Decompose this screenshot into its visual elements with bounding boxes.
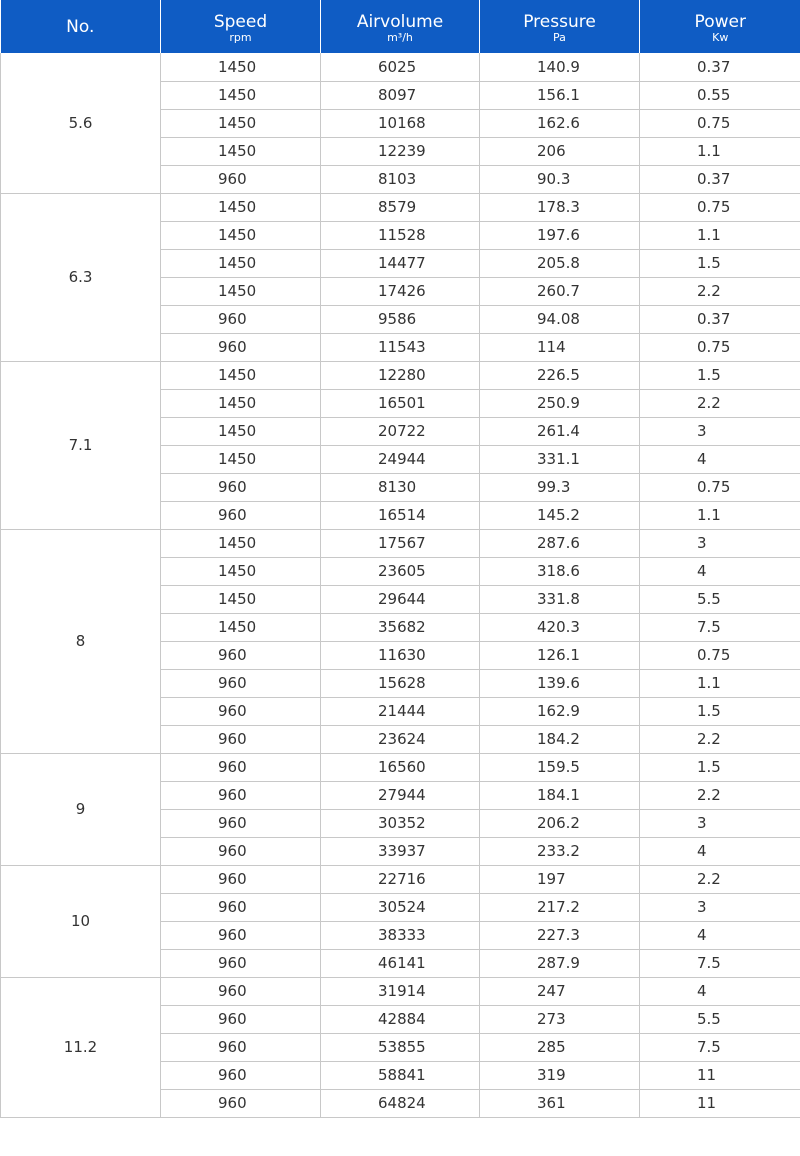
airvolume-cell: 20722: [321, 417, 480, 445]
speed-cell: 1450: [161, 417, 321, 445]
airvolume-cell: 12280: [321, 361, 480, 389]
airvolume-cell: 38333: [321, 921, 480, 949]
pressure-cell: 205.8: [480, 249, 640, 277]
airvolume-cell: 8103: [321, 165, 480, 193]
table-row: [1, 193, 800, 221]
header-power-unit: Kw: [712, 31, 729, 44]
power-cell: 0.75: [640, 473, 800, 501]
airvolume-cell: 8130: [321, 473, 480, 501]
pressure-cell: 178.3: [480, 193, 640, 221]
power-cell: 4: [640, 921, 800, 949]
speed-cell: 1450: [161, 193, 321, 221]
power-cell: 5.5: [640, 1005, 800, 1033]
model-number-cell: 5.6: [1, 53, 161, 193]
speed-cell: 1450: [161, 361, 321, 389]
speed-cell: 960: [161, 1089, 321, 1117]
power-cell: 0.75: [640, 193, 800, 221]
power-cell: 1.5: [640, 697, 800, 725]
airvolume-cell: 11528: [321, 221, 480, 249]
model-number-cell: 10: [1, 865, 161, 977]
model-number-cell: 11.2: [1, 977, 161, 1117]
header-airvolume-label: Airvolume: [356, 12, 444, 32]
pressure-cell: 145.2: [480, 501, 640, 529]
header-power: [640, 0, 800, 53]
airvolume-cell: 58841: [321, 1061, 480, 1089]
pressure-cell: 114: [480, 333, 640, 361]
pressure-cell: 162.9: [480, 697, 640, 725]
header-power-label: Power: [694, 12, 746, 32]
header-pressure: [480, 0, 640, 53]
power-cell: 4: [640, 837, 800, 865]
header-speed-unit: rpm: [229, 31, 252, 44]
airvolume-cell: 42884: [321, 1005, 480, 1033]
pressure-cell: 260.7: [480, 277, 640, 305]
airvolume-cell: 17426: [321, 277, 480, 305]
pressure-cell: 226.5: [480, 361, 640, 389]
speed-cell: 1450: [161, 613, 321, 641]
speed-cell: 960: [161, 781, 321, 809]
table-row: [1, 865, 800, 893]
airvolume-cell: 15628: [321, 669, 480, 697]
speed-cell: 960: [161, 837, 321, 865]
speed-cell: 1450: [161, 81, 321, 109]
pressure-cell: 319: [480, 1061, 640, 1089]
power-cell: 3: [640, 417, 800, 445]
power-cell: 2.2: [640, 865, 800, 893]
speed-cell: 1450: [161, 249, 321, 277]
header-no: [1, 0, 161, 53]
airvolume-cell: 8097: [321, 81, 480, 109]
speed-cell: 960: [161, 697, 321, 725]
pressure-cell: 94.08: [480, 305, 640, 333]
speed-cell: 960: [161, 165, 321, 193]
speed-cell: 960: [161, 921, 321, 949]
speed-cell: 1450: [161, 137, 321, 165]
header-pressure-unit: Pa: [553, 31, 566, 44]
speed-cell: 960: [161, 1005, 321, 1033]
header-airvolume-unit: m³/h: [387, 31, 413, 44]
speed-cell: 1450: [161, 557, 321, 585]
speed-cell: 960: [161, 641, 321, 669]
airvolume-cell: 53855: [321, 1033, 480, 1061]
pressure-cell: 162.6: [480, 109, 640, 137]
table-row: [1, 361, 800, 389]
pressure-cell: 227.3: [480, 921, 640, 949]
power-cell: 4: [640, 557, 800, 585]
power-cell: 7.5: [640, 1033, 800, 1061]
power-cell: 0.75: [640, 641, 800, 669]
power-cell: 3: [640, 809, 800, 837]
power-cell: 1.5: [640, 753, 800, 781]
power-cell: 4: [640, 445, 800, 473]
pressure-cell: 233.2: [480, 837, 640, 865]
pressure-cell: 217.2: [480, 893, 640, 921]
pressure-cell: 285: [480, 1033, 640, 1061]
power-cell: 11: [640, 1061, 800, 1089]
model-number-cell: 7.1: [1, 361, 161, 529]
speed-cell: 960: [161, 865, 321, 893]
pressure-cell: 197.6: [480, 221, 640, 249]
airvolume-cell: 11630: [321, 641, 480, 669]
header-pressure-label: Pressure: [523, 12, 596, 32]
airvolume-cell: 30524: [321, 893, 480, 921]
power-cell: 0.37: [640, 165, 800, 193]
airvolume-cell: 22716: [321, 865, 480, 893]
power-cell: 0.55: [640, 81, 800, 109]
pressure-cell: 156.1: [480, 81, 640, 109]
airvolume-cell: 10168: [321, 109, 480, 137]
table-row: [1, 753, 800, 781]
speed-cell: 960: [161, 333, 321, 361]
header-speed-label: Speed: [213, 12, 268, 32]
speed-cell: 1450: [161, 529, 321, 557]
speed-cell: 960: [161, 809, 321, 837]
airvolume-cell: 16501: [321, 389, 480, 417]
pressure-cell: 184.1: [480, 781, 640, 809]
power-cell: 1.1: [640, 669, 800, 697]
power-cell: 1.1: [640, 501, 800, 529]
table-row: [1, 529, 800, 557]
speed-cell: 1450: [161, 277, 321, 305]
airvolume-cell: 31914: [321, 977, 480, 1005]
power-cell: 1.1: [640, 137, 800, 165]
speed-cell: 1450: [161, 389, 321, 417]
speed-cell: 960: [161, 305, 321, 333]
speed-cell: 960: [161, 753, 321, 781]
speed-cell: 960: [161, 725, 321, 753]
airvolume-cell: 29644: [321, 585, 480, 613]
airvolume-cell: 16560: [321, 753, 480, 781]
pressure-cell: 90.3: [480, 165, 640, 193]
speed-cell: 1450: [161, 109, 321, 137]
airvolume-cell: 23624: [321, 725, 480, 753]
pressure-cell: 247: [480, 977, 640, 1005]
table-row: [1, 977, 800, 1005]
airvolume-cell: 11543: [321, 333, 480, 361]
table-row: [1, 53, 800, 81]
power-cell: 11: [640, 1089, 800, 1117]
speed-cell: 960: [161, 669, 321, 697]
pressure-cell: 206.2: [480, 809, 640, 837]
airvolume-cell: 35682: [321, 613, 480, 641]
power-cell: 0.75: [640, 109, 800, 137]
speed-cell: 1450: [161, 585, 321, 613]
airvolume-cell: 23605: [321, 557, 480, 585]
pressure-cell: 99.3: [480, 473, 640, 501]
header-speed: [161, 0, 321, 53]
airvolume-cell: 8579: [321, 193, 480, 221]
pressure-cell: 206: [480, 137, 640, 165]
table-body: [1, 53, 800, 1117]
power-cell: 1.5: [640, 361, 800, 389]
model-number-cell: 6.3: [1, 193, 161, 361]
power-cell: 3: [640, 893, 800, 921]
airvolume-cell: 17567: [321, 529, 480, 557]
model-number-cell: 8: [1, 529, 161, 753]
header-airvolume: [321, 0, 480, 53]
pressure-cell: 140.9: [480, 53, 640, 81]
airvolume-cell: 14477: [321, 249, 480, 277]
airvolume-cell: 21444: [321, 697, 480, 725]
pressure-cell: 361: [480, 1089, 640, 1117]
pressure-cell: 126.1: [480, 641, 640, 669]
speed-cell: 1450: [161, 53, 321, 81]
speed-cell: 960: [161, 1061, 321, 1089]
model-number-cell: 9: [1, 753, 161, 865]
speed-cell: 960: [161, 473, 321, 501]
airvolume-cell: 30352: [321, 809, 480, 837]
power-cell: 2.2: [640, 389, 800, 417]
speed-cell: 960: [161, 977, 321, 1005]
pressure-cell: 331.8: [480, 585, 640, 613]
airvolume-cell: 16514: [321, 501, 480, 529]
speed-cell: 960: [161, 1033, 321, 1061]
airvolume-cell: 64824: [321, 1089, 480, 1117]
power-cell: 2.2: [640, 725, 800, 753]
header-row: [1, 0, 800, 53]
power-cell: 2.2: [640, 781, 800, 809]
power-cell: 5.5: [640, 585, 800, 613]
pressure-cell: 197: [480, 865, 640, 893]
speed-cell: 960: [161, 501, 321, 529]
power-cell: 0.75: [640, 333, 800, 361]
pressure-cell: 287.9: [480, 949, 640, 977]
pressure-cell: 420.3: [480, 613, 640, 641]
pressure-cell: 273: [480, 1005, 640, 1033]
power-cell: 7.5: [640, 613, 800, 641]
pressure-cell: 331.1: [480, 445, 640, 473]
airvolume-cell: 46141: [321, 949, 480, 977]
power-cell: 2.2: [640, 277, 800, 305]
pressure-cell: 184.2: [480, 725, 640, 753]
pressure-cell: 250.9: [480, 389, 640, 417]
pressure-cell: 287.6: [480, 529, 640, 557]
power-cell: 0.37: [640, 305, 800, 333]
power-cell: 1.1: [640, 221, 800, 249]
power-cell: 1.5: [640, 249, 800, 277]
power-cell: 7.5: [640, 949, 800, 977]
power-cell: 0.37: [640, 53, 800, 81]
airvolume-cell: 33937: [321, 837, 480, 865]
speed-cell: 1450: [161, 221, 321, 249]
power-cell: 4: [640, 977, 800, 1005]
speed-cell: 960: [161, 893, 321, 921]
airvolume-cell: 12239: [321, 137, 480, 165]
speed-cell: 1450: [161, 445, 321, 473]
airvolume-cell: 27944: [321, 781, 480, 809]
pressure-cell: 318.6: [480, 557, 640, 585]
pressure-cell: 261.4: [480, 417, 640, 445]
airvolume-cell: 24944: [321, 445, 480, 473]
table-header: [1, 0, 800, 53]
power-cell: 3: [640, 529, 800, 557]
airvolume-cell: 6025: [321, 53, 480, 81]
pressure-cell: 139.6: [480, 669, 640, 697]
speed-cell: 960: [161, 949, 321, 977]
header-no-label: No.: [66, 16, 95, 37]
airvolume-cell: 9586: [321, 305, 480, 333]
pressure-cell: 159.5: [480, 753, 640, 781]
